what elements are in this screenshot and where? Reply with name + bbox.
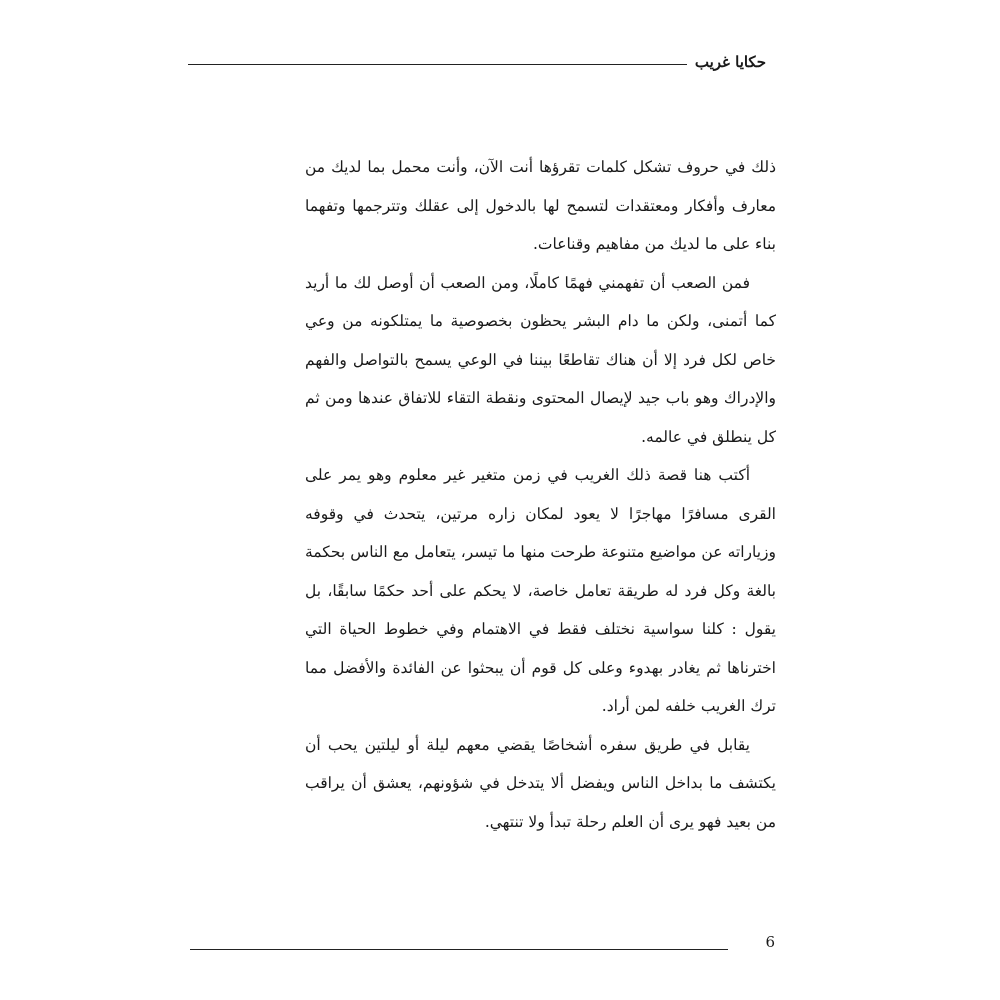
paragraph-4: يقابل في طريق سفره أشخاصًا يقضي معهم ليلة أو ليلتين يحب أن يكتشف ما بداخل الناس ويفضل ألا يتدخل في شؤونهم، يعشق أن يراقب من بعيد فهو يرى أن العلم رحلة تبدأ ولا تنتهي.	[305, 735, 776, 831]
paragraph-2: فمن الصعب أن تفهمني فهمًا كاملًا، ومن الصعب أن أوصل لك ما أريد كما أتمنى، ولكن ما دام البشر يحظون بخصوصية ما يمتلكونه من وعي خاص لكل فرد إلا أن هناك تقاطعًا بيننا في الوعي يسمح بالتواصل والفهم والإدراك وهو باب جيد لإيصال المحتوى ونقطة التقاء للاتفاق عندها ومن ثم كل ينطلق في عالمه.	[305, 273, 776, 446]
body-text	[305, 148, 776, 841]
page-number: 6	[765, 933, 775, 951]
paragraph-1: ذلك في حروف تشكل كلمات تقرؤها أنت الآن، وأنت محمل بما لديك من معارف وأفكار ومعتقدات لتسمح لها بالدخول إلى عقلك وتترجمها وتفهما بناء على ما لديك من مفاهيم وقناعات.	[305, 158, 776, 253]
running-title: حكايا غريب	[694, 53, 766, 71]
page-footer	[190, 930, 775, 954]
running-header	[188, 50, 766, 74]
footer-rule	[190, 949, 728, 950]
paragraph-3: أكتب هنا قصة ذلك الغريب في زمن متغير غير معلوم وهو يمر على القرى مسافرًا مهاجرًا لا يعود لمكان زاره مرتين، يتحدث في وقوفه وزياراته عن مواضيع متنوعة طرحت منها ما تيسر، يتعامل مع الناس بحكمة بالغة وكل فرد له طريقة تعامل خاصة، لا يحكم على أحد حكمًا سابقًا، بل يقول : كلنا سواسية نختلف فقط في الاهتمام وفي خطوط الحياة التي اخترناها ثم يغادر بهدوء وعلى كل قوم أن يبحثوا عن الفائدة والأفضل مما ترك الغريب خلفه لمن أراد.	[305, 466, 776, 715]
header-rule	[188, 64, 687, 65]
